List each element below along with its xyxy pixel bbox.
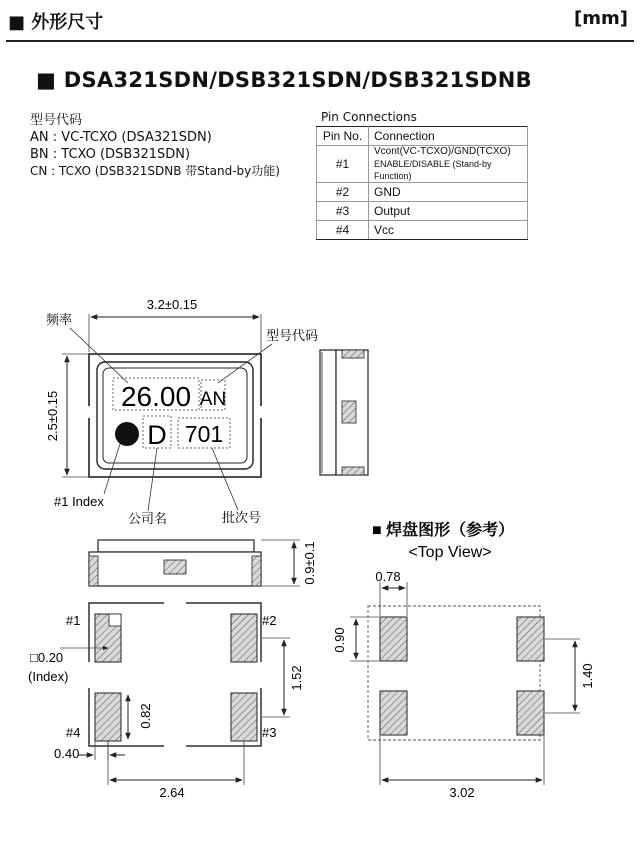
index-dot-icon bbox=[115, 422, 139, 446]
model-code-label: 型号代码 bbox=[266, 328, 319, 343]
company-label: 公司名 bbox=[128, 511, 168, 526]
land-pitch-v-dim: 1.40 bbox=[580, 663, 595, 689]
marking-company: D bbox=[147, 420, 167, 450]
column-header: Pin No. bbox=[317, 127, 369, 146]
model-code-heading: 型号代码 bbox=[30, 113, 83, 128]
index-size-dim: □0.20 bbox=[30, 650, 64, 665]
land-pattern-title: ■ 焊盘图形（参考） bbox=[372, 522, 515, 539]
pad-height-dim: 0.82 bbox=[138, 703, 153, 729]
side-view-front bbox=[89, 540, 317, 586]
pad-width-dim: 0.40 bbox=[54, 746, 80, 761]
pad-pitch-v-dim: 1.52 bbox=[289, 665, 304, 691]
side-view-right bbox=[320, 350, 368, 475]
side-height-dim: 0.9±0.1 bbox=[302, 541, 317, 585]
top-view bbox=[45, 297, 318, 526]
pin-connection-line: ENABLE/DISABLE (Stand-by Function) bbox=[374, 159, 492, 181]
pin4-label: #4 bbox=[66, 725, 81, 740]
pin3-label: #3 bbox=[262, 725, 277, 740]
pin-connection-line: Vcont(VC-TCXO)/GND(TCXO) bbox=[374, 146, 511, 157]
land-pitch-h-dim: 3.02 bbox=[449, 785, 475, 800]
unit-label: [mm] bbox=[574, 8, 628, 29]
top-width-dim: 3.2±0.15 bbox=[146, 297, 198, 312]
pin-number: #4 bbox=[317, 221, 369, 240]
marking-model-code: AN bbox=[199, 389, 227, 410]
pad-pitch-h-dim: 2.64 bbox=[159, 785, 185, 800]
marking-frequency: 26.00 bbox=[120, 381, 192, 412]
pin-connection: GND bbox=[369, 183, 528, 202]
pin-number: #3 bbox=[317, 202, 369, 221]
frequency-label: 频率 bbox=[46, 312, 73, 327]
model-title: ■ DSA321SDN/DSB321SDN/DSB321SDNB bbox=[36, 68, 532, 92]
pin-connection: Vcc bbox=[369, 221, 528, 240]
model-code-line: AN : VC-TCXO (DSA321SDN) bbox=[30, 130, 212, 145]
column-header: Connection bbox=[369, 127, 528, 146]
pin1-label: #1 bbox=[66, 613, 81, 628]
lot-label: 批次号 bbox=[222, 510, 262, 525]
model-code-line: CN : TCXO (DSB321SDNB 带Stand-by功能) bbox=[30, 164, 280, 178]
pin-number: #2 bbox=[317, 183, 369, 202]
pin-connection: Output bbox=[369, 202, 528, 221]
marking-lot: 701 bbox=[184, 421, 224, 447]
land-pattern bbox=[332, 520, 595, 800]
section-title: ■ 外形尺寸 bbox=[8, 12, 104, 33]
pin2-label: #2 bbox=[262, 613, 277, 628]
index-note: (Index) bbox=[28, 669, 69, 684]
index-label: #1 Index bbox=[54, 494, 104, 509]
top-height-dim: 2.5±0.15 bbox=[45, 390, 60, 442]
pin-number: #1 bbox=[317, 146, 369, 183]
land-pad-width-dim: 0.78 bbox=[375, 569, 401, 584]
pin-table-title: Pin Connections bbox=[321, 110, 417, 124]
land-pad-height-dim: 0.90 bbox=[332, 627, 347, 653]
model-code-line: BN : TCXO (DSB321SDN) bbox=[30, 147, 191, 162]
bottom-view bbox=[28, 600, 304, 800]
land-pattern-subtitle: <Top View> bbox=[408, 544, 492, 561]
